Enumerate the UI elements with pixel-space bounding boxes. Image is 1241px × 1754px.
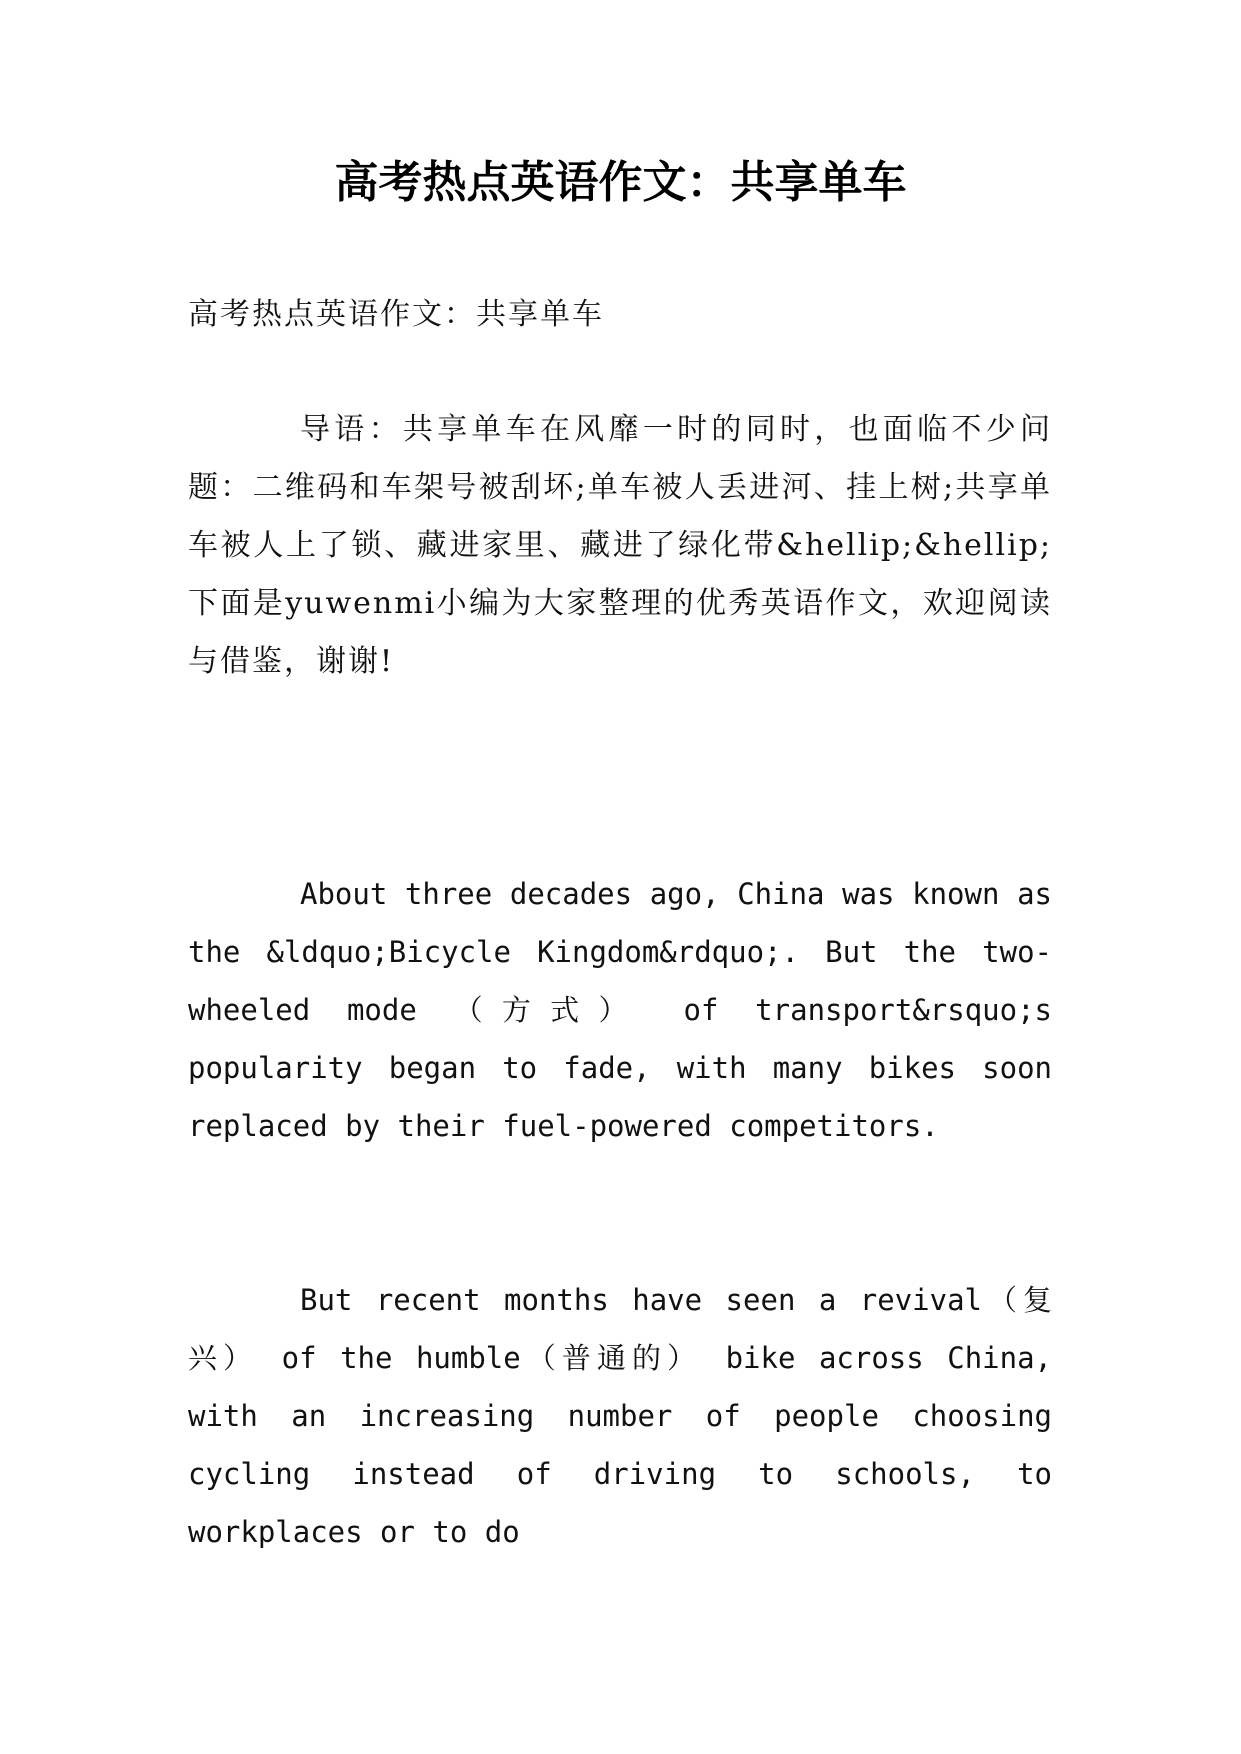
body-paragraph-2: But recent months have seen a revival（复兴） of the humble（普通的） bike across China, with an increasing number of people choosing cycling instead of driving to schools, to workplaces or to do: [188, 1283, 1052, 1549]
intro-paragraph: 导语：共享单车在风靡一时的同时，也面临不少问题：二维码和车架号被刮坏;单车被人丢进河、挂上树;共享单车被人上了锁、藏进家里、藏进了绿化带&hellip;&hellip;下面是yuwenmi小编为大家整理的优秀英语作文，欢迎阅读与借鉴，谢谢!: [188, 412, 1052, 679]
document-title: 高考热点英语作文：共享单车: [334, 157, 907, 208]
document-subtitle: 高考热点英语作文：共享单车: [188, 297, 604, 332]
body-paragraph-1: About three decades ago, China was known as the &ldquo;Bicycle Kingdom&rdquo;. But the two-wheeled mode （方式） of transport&rsquo;s popularity began to fade, with many bikes soon replaced by their fuel-powered competitors.: [188, 877, 1052, 1143]
